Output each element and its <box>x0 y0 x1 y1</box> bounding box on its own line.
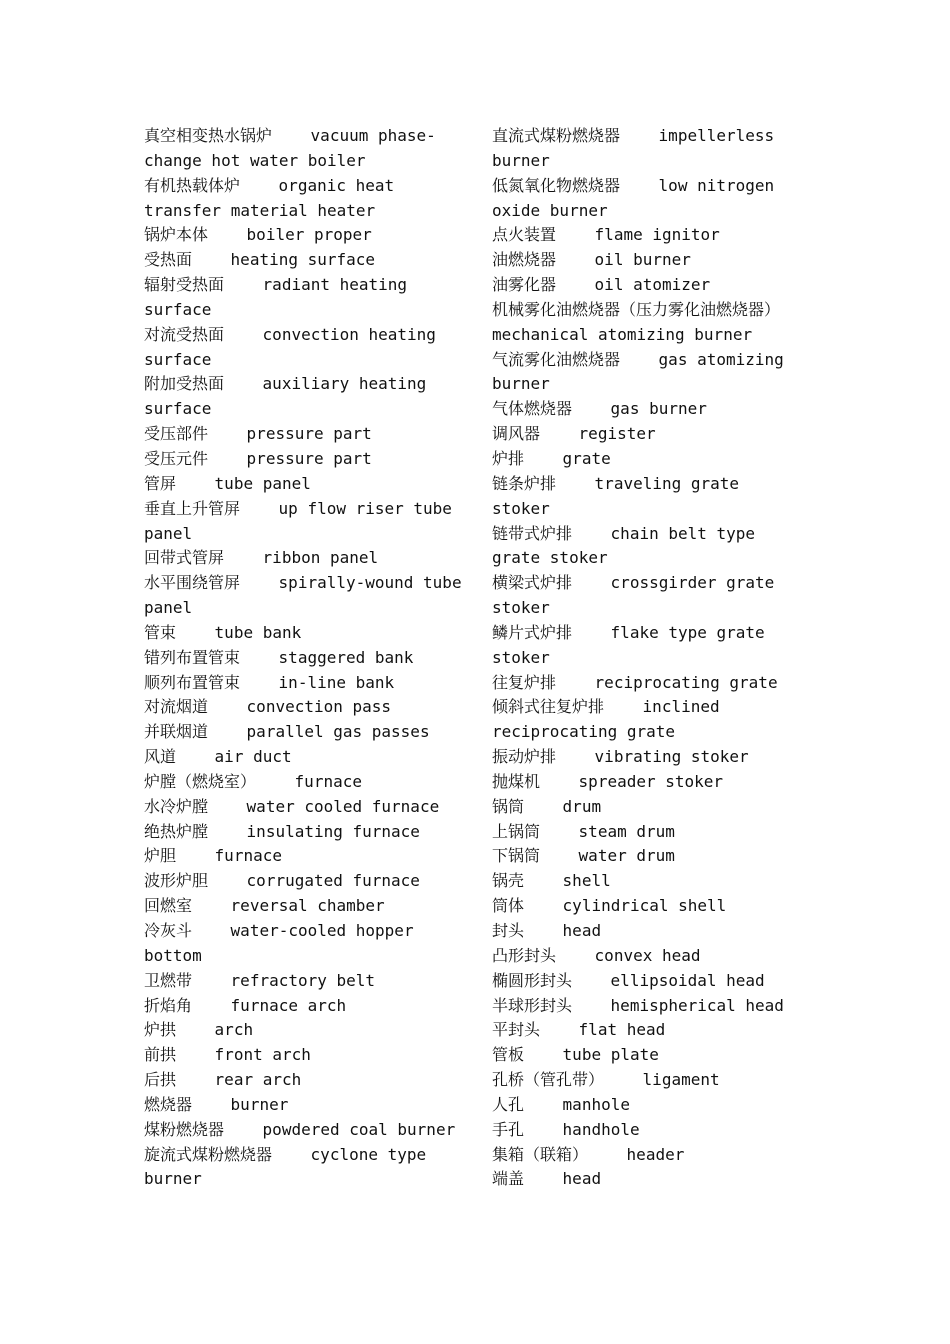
glossary-entry <box>492 273 804 298</box>
term-chinese: 炉拱 <box>144 1020 177 1040</box>
term-chinese: 链条炉排 <box>492 473 557 493</box>
glossary-entry <box>144 720 464 745</box>
term-english: arch <box>214 1020 254 1040</box>
term-english: spreader stoker <box>578 771 724 791</box>
term-chinese: 炉膛（燃烧室） <box>144 771 257 791</box>
glossary-entry <box>144 795 464 820</box>
term-english: spirally-wound tube panel <box>144 573 472 618</box>
glossary-entry <box>144 1143 464 1193</box>
glossary-entry <box>492 820 804 845</box>
glossary-entry <box>144 248 464 273</box>
glossary-entry <box>492 571 804 621</box>
glossary-entry <box>492 994 804 1019</box>
glossary-entry <box>144 919 464 969</box>
term-chinese: 筒体 <box>492 896 525 916</box>
term-chinese: 直流式煤粉燃烧器 <box>492 126 621 145</box>
term-english: manhole <box>562 1094 630 1114</box>
glossary-entry <box>144 1043 464 1068</box>
term-english: powdered coal burner <box>262 1119 456 1139</box>
glossary-entry <box>492 969 804 994</box>
term-chinese: 气体燃烧器 <box>492 399 573 419</box>
term-english: convection heating surface <box>144 324 446 369</box>
term-chinese: 点火装置 <box>492 225 557 245</box>
term-english: flame ignitor <box>594 225 720 245</box>
glossary-entry <box>492 844 804 869</box>
glossary-entry <box>144 820 464 845</box>
term-chinese: 人孔 <box>492 1094 525 1114</box>
term-chinese: 并联烟道 <box>144 722 209 742</box>
term-english: cylindrical shell <box>562 896 727 916</box>
glossary-entry <box>492 621 804 671</box>
term-english: tube bank <box>214 622 302 642</box>
term-chinese: 半球形封头 <box>492 995 573 1015</box>
term-english: register <box>578 424 656 444</box>
term-english: reversal chamber <box>230 896 385 916</box>
term-chinese: 往复炉排 <box>492 672 557 692</box>
glossary-entry <box>492 522 804 572</box>
glossary-entry <box>492 894 804 919</box>
term-english: corrugated furnace <box>246 871 420 891</box>
term-chinese: 调风器 <box>492 424 541 444</box>
term-chinese: 低氮氧化物燃烧器 <box>492 175 621 195</box>
glossary-entry <box>144 223 464 248</box>
term-english: up flow riser tube panel <box>144 498 462 543</box>
glossary-entry <box>144 447 464 472</box>
term-chinese: 受压元件 <box>144 448 209 468</box>
term-chinese: 回带式管屏 <box>144 548 225 568</box>
term-chinese: 受热面 <box>144 250 193 270</box>
glossary-entry <box>492 770 804 795</box>
glossary-entry <box>492 671 804 696</box>
glossary-entry <box>492 944 804 969</box>
term-chinese: 有机热载体炉 <box>144 175 241 195</box>
term-chinese: 受压部件 <box>144 424 209 444</box>
term-chinese: 辐射受热面 <box>144 275 225 295</box>
term-english: insulating furnace <box>246 821 420 841</box>
term-chinese: 炉排 <box>492 448 525 468</box>
term-chinese: 错列布置管束 <box>144 647 241 667</box>
term-chinese: 振动炉排 <box>492 747 557 767</box>
term-chinese: 顺列布置管束 <box>144 672 241 692</box>
term-english: refractory belt <box>230 970 376 990</box>
term-chinese: 气流雾化油燃烧器 <box>492 349 621 369</box>
glossary-entry <box>144 1093 464 1118</box>
term-chinese: 抛煤机 <box>492 771 541 791</box>
glossary-entry <box>144 571 472 621</box>
term-chinese: 集箱（联箱） <box>492 1144 589 1164</box>
term-english: staggered bank <box>278 647 414 667</box>
term-english: air duct <box>214 747 292 767</box>
term-english: flake type grate stoker <box>492 622 775 667</box>
glossary-entry <box>144 422 464 447</box>
term-english: oil burner <box>594 250 691 270</box>
term-english: ribbon panel <box>262 548 379 568</box>
left-glossary-column <box>144 124 472 1192</box>
glossary-entry <box>144 844 464 869</box>
glossary-entry <box>144 372 464 422</box>
term-english: gas burner <box>610 399 707 419</box>
term-chinese: 水冷炉膛 <box>144 796 209 816</box>
term-english: convection pass <box>246 697 392 717</box>
term-chinese: 链带式炉排 <box>492 523 573 543</box>
glossary-entry <box>492 1018 804 1043</box>
term-chinese: 水平围绕管屏 <box>144 573 241 593</box>
term-chinese: 管板 <box>492 1045 525 1065</box>
term-english: inclined reciprocating grate <box>492 697 730 742</box>
glossary-entry <box>492 1143 804 1168</box>
glossary-entry <box>144 1118 464 1143</box>
term-chinese: 附加受热面 <box>144 374 225 394</box>
term-english: pressure part <box>246 424 372 444</box>
term-chinese: 冷灰斗 <box>144 921 193 940</box>
term-english: grate <box>562 448 611 468</box>
term-english: vacuum phase-change hot water boiler <box>144 126 436 170</box>
term-english: ligament <box>642 1070 720 1090</box>
term-english: rear arch <box>214 1070 302 1090</box>
term-chinese: 上锅筒 <box>492 821 541 841</box>
term-chinese: 对流烟道 <box>144 697 209 717</box>
glossary-entry <box>144 1068 464 1093</box>
term-chinese: 锅筒 <box>492 796 525 816</box>
glossary-entry <box>144 994 464 1019</box>
term-chinese: 油雾化器 <box>492 275 557 295</box>
term-english: shell <box>562 871 611 891</box>
term-english: boiler proper <box>246 225 372 245</box>
term-english: furnace arch <box>230 995 347 1015</box>
glossary-entry <box>492 869 804 894</box>
term-chinese: 机械雾化油燃烧器（压力雾化油燃烧器） <box>492 299 781 319</box>
term-chinese: 燃烧器 <box>144 1094 193 1114</box>
glossary-entry <box>144 621 464 646</box>
glossary-entry <box>144 497 464 547</box>
term-chinese: 平封头 <box>492 1020 541 1040</box>
glossary-entry <box>492 1167 804 1192</box>
term-chinese: 回燃室 <box>144 896 193 916</box>
term-english: parallel gas passes <box>246 722 430 742</box>
term-english: crossgirder grate stoker <box>492 573 784 618</box>
term-english: radiant heating surface <box>144 275 417 319</box>
term-chinese: 真空相变热水锅炉 <box>144 126 273 145</box>
term-chinese: 油燃烧器 <box>492 250 557 270</box>
term-english: flat head <box>578 1020 666 1040</box>
glossary-entry <box>144 1018 464 1043</box>
glossary-entry <box>492 124 804 174</box>
term-english: oil atomizer <box>594 275 711 295</box>
term-english: pressure part <box>246 448 372 468</box>
term-english: traveling grate stoker <box>492 473 749 518</box>
glossary-entry <box>144 273 464 323</box>
term-chinese: 孔桥（管孔带） <box>492 1070 605 1090</box>
term-english: water cooled furnace <box>246 796 440 816</box>
term-english: water drum <box>578 846 675 866</box>
term-english: mechanical atomizing burner <box>492 324 753 344</box>
glossary-entry <box>492 422 804 447</box>
term-english: gas atomizing burner <box>492 349 794 394</box>
glossary-entry <box>144 770 464 795</box>
term-english: organic heat transfer material heater <box>144 175 404 220</box>
glossary-entry <box>492 248 804 273</box>
term-english: tube panel <box>214 473 311 493</box>
term-english: impellerless burner <box>492 126 784 170</box>
term-chinese: 倾斜式往复炉排 <box>492 697 605 717</box>
term-chinese: 锅壳 <box>492 871 525 891</box>
term-english: convex head <box>594 945 701 965</box>
term-chinese: 折焰角 <box>144 995 193 1015</box>
term-chinese: 管束 <box>144 622 177 642</box>
term-english: vibrating stoker <box>594 747 749 767</box>
glossary-entry <box>492 1093 804 1118</box>
glossary-entry <box>144 174 464 224</box>
term-english: head <box>562 1169 602 1189</box>
term-chinese: 凸形封头 <box>492 945 557 965</box>
term-chinese: 垂直上升管屏 <box>144 498 241 518</box>
term-english: header <box>626 1144 685 1164</box>
glossary-entry <box>492 795 804 820</box>
glossary-entry <box>492 1068 804 1093</box>
term-chinese: 椭圆形封头 <box>492 970 573 990</box>
glossary-entry <box>144 323 464 373</box>
term-english: hemispherical head <box>610 995 784 1015</box>
glossary-entry <box>492 174 804 224</box>
term-english: front arch <box>214 1045 311 1065</box>
term-chinese: 手孔 <box>492 1119 525 1139</box>
right-glossary-column <box>492 124 804 1192</box>
term-english: reciprocating grate <box>594 672 778 692</box>
glossary-entry <box>144 869 464 894</box>
term-chinese: 横梁式炉排 <box>492 573 573 593</box>
glossary-entry <box>492 348 804 398</box>
glossary-entry <box>144 969 464 994</box>
glossary-entry <box>492 223 804 248</box>
term-english: water-cooled hopper bottom <box>144 921 424 965</box>
term-chinese: 风道 <box>144 747 177 767</box>
term-chinese: 鳞片式炉排 <box>492 622 573 642</box>
term-english: chain belt type grate stoker <box>492 523 765 568</box>
glossary-entry <box>492 298 804 348</box>
glossary-entry <box>144 894 464 919</box>
term-english: ellipsoidal head <box>610 970 765 990</box>
term-english: drum <box>562 796 602 816</box>
term-chinese: 旋流式煤粉燃烧器 <box>144 1144 273 1164</box>
term-english: low nitrogen oxide burner <box>492 175 784 220</box>
glossary-entry <box>492 447 804 472</box>
glossary-entry <box>492 397 804 422</box>
glossary-entry <box>144 671 464 696</box>
term-english: head <box>562 921 602 940</box>
term-chinese: 锅炉本体 <box>144 225 209 245</box>
term-chinese: 下锅筒 <box>492 846 541 866</box>
term-english: in-line bank <box>278 672 395 692</box>
glossary-entry <box>492 1118 804 1143</box>
term-english: furnace <box>294 771 362 791</box>
term-chinese: 端盖 <box>492 1169 525 1189</box>
glossary-entry <box>492 1043 804 1068</box>
glossary-entry <box>144 695 464 720</box>
term-chinese: 对流受热面 <box>144 324 225 344</box>
term-english: steam drum <box>578 821 675 841</box>
glossary-entry <box>492 745 804 770</box>
term-english: burner <box>230 1094 289 1114</box>
term-chinese: 管屏 <box>144 473 177 493</box>
term-chinese: 封头 <box>492 921 525 940</box>
term-chinese: 波形炉胆 <box>144 871 209 891</box>
term-english: tube plate <box>562 1045 659 1065</box>
term-chinese: 煤粉燃烧器 <box>144 1119 225 1139</box>
term-chinese: 炉胆 <box>144 846 177 866</box>
term-chinese: 绝热炉膛 <box>144 821 209 841</box>
glossary-entry <box>492 695 804 745</box>
term-english: heating surface <box>230 250 376 270</box>
term-english: auxiliary heating surface <box>144 374 436 419</box>
glossary-entry <box>144 745 464 770</box>
term-chinese: 卫燃带 <box>144 970 193 990</box>
term-english: handhole <box>562 1119 640 1139</box>
glossary-entry <box>144 124 464 174</box>
glossary-entry <box>144 646 464 671</box>
term-english: furnace <box>214 846 282 866</box>
glossary-entry <box>492 472 804 522</box>
glossary-entry <box>492 919 804 944</box>
glossary-entry <box>144 546 464 571</box>
term-chinese: 后拱 <box>144 1070 177 1090</box>
term-chinese: 前拱 <box>144 1045 177 1065</box>
term-english: cyclone type burner <box>144 1144 436 1189</box>
glossary-entry <box>144 472 464 497</box>
